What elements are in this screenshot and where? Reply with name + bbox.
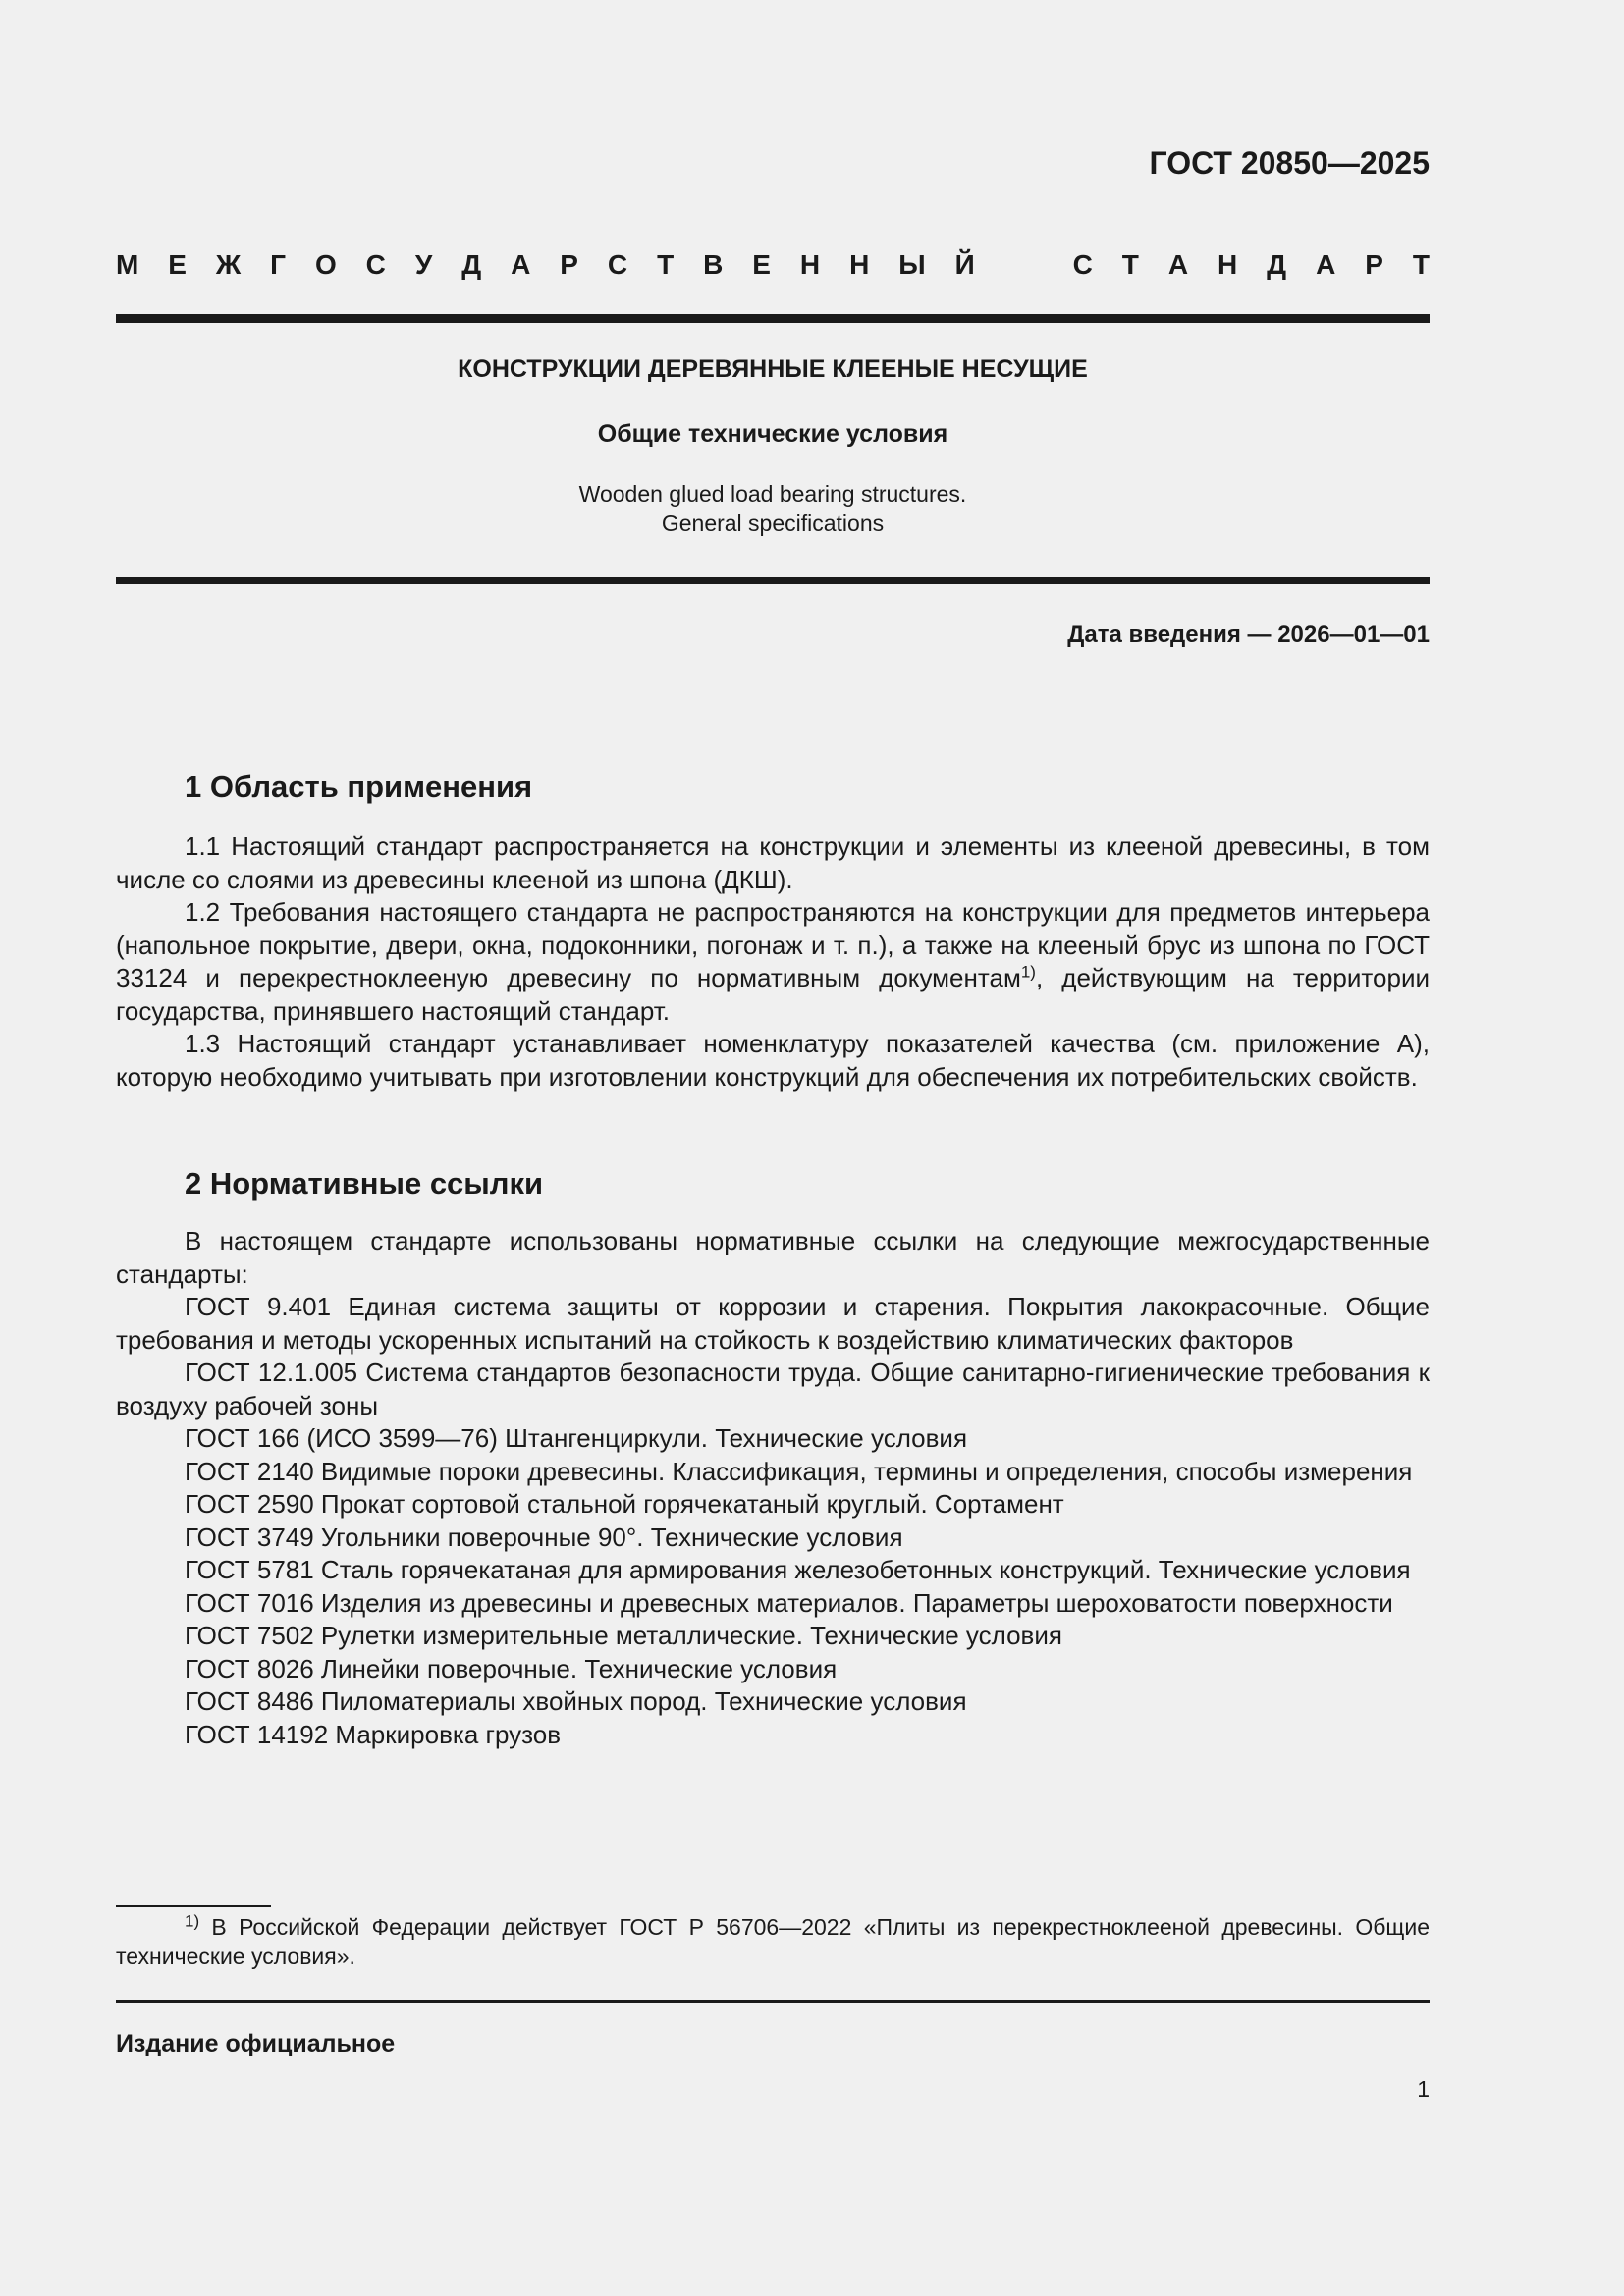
reference-item: ГОСТ 2140 Видимые пороки древесины. Классификация, термины и определения, способы измерения	[185, 1456, 1413, 1486]
reference-item: ГОСТ 14192 Маркировка грузов	[185, 1719, 562, 1749]
paragraph-1-1: 1.1 Настоящий стандарт распространяется на конструкции и элементы из клееной древесины, в том числе со слоями из древесины клееной из шпона (ДКШ).	[116, 831, 1430, 894]
reference-item: ГОСТ 8026 Линейки поверочные. Технические условия	[185, 1653, 838, 1683]
reference-item: ГОСТ 8486 Пиломатериалы хвойных пород. Технические условия	[185, 1686, 967, 1716]
footer-rule	[116, 2000, 1430, 2003]
document-title: КОНСТРУКЦИИ ДЕРЕВЯННЫЕ КЛЕЕНЫЕ НЕСУЩИЕ	[458, 355, 1088, 383]
reference-item: ГОСТ 5781 Сталь горячекатаная для армирования железобетонных конструкций. Технические условия	[185, 1555, 1411, 1584]
page-number: 1	[1417, 2076, 1430, 2102]
official-edition-label: Издание официальное	[116, 2030, 396, 2057]
paragraph-1-2-tail: , действующим на территории государства, принявшего настоящий стандарт.	[116, 963, 1430, 1026]
section-1-body	[116, 830, 1430, 1094]
reference-item: ГОСТ 7502 Рулетки измерительные металлические. Технические условия	[185, 1621, 1062, 1650]
banner-letter: В	[703, 249, 724, 280]
banner-letter: М	[116, 249, 139, 280]
paragraph-1-2-text: 1.2 Требования настоящего стандарта не распространяются на конструкции для предметов интерьера (напольное покрытие, двери, окна, подоконники, погонаж и т. п.), а также на клееный брус из шпона по ГОСТ 33124 и перекрестноклееную древесину по нормативным документам	[116, 897, 1430, 992]
banner-letter: А	[1316, 249, 1336, 280]
footnote-ref: 1)	[1020, 962, 1036, 982]
reference-item: ГОСТ 3749 Угольники поверочные 90°. Технические условия	[185, 1522, 903, 1552]
banner-letter: Д	[461, 249, 482, 280]
banner-letter: Ы	[898, 249, 926, 280]
banner-letter: Т	[657, 249, 675, 280]
document-page	[116, 0, 1430, 2296]
footnote-mark: 1)	[185, 1911, 200, 1931]
banner-letter: Д	[1267, 249, 1287, 280]
document-subtitle: Общие технические условия	[597, 420, 948, 448]
footnote-separator	[116, 1905, 271, 1907]
banner-letter: Е	[168, 249, 187, 280]
reference-item: ГОСТ 7016 Изделия из древесины и древесных материалов. Параметры шероховатости поверхности	[185, 1587, 1393, 1618]
paragraph-1-3: 1.3 Настоящий стандарт устанавливает номенклатуру показателей качества (см. приложение А), которую необходимо учитывать при изготовлении конструкций для обеспечения их потребительских свойств.	[116, 1029, 1430, 1092]
title-rule	[116, 577, 1430, 584]
paragraph-1-2	[116, 896, 1430, 1028]
introduction-date: Дата введения — 2026—01—01	[1067, 621, 1430, 648]
banner-letter: А	[1167, 249, 1189, 280]
footnote	[116, 1912, 1430, 1971]
reference-item: ГОСТ 12.1.005 Система стандартов безопасности труда. Общие санитарно-гигиенические требования к воздуху рабочей зоны	[116, 1358, 1430, 1420]
section-2-body	[116, 1225, 1430, 1751]
section-2-heading: 2 Нормативные ссылки	[185, 1166, 544, 1201]
references-intro: В настоящем стандарте использованы нормативные ссылки на следующие межгосударственные стандарты:	[116, 1226, 1430, 1289]
reference-item: ГОСТ 166 (ИСО 3599—76) Штангенциркули. Технические условия	[185, 1423, 968, 1453]
banner-gap	[1004, 249, 1044, 281]
banner-letter: Т	[1412, 249, 1430, 280]
banner-letter: Н	[849, 249, 870, 280]
reference-item: ГОСТ 2590 Прокат сортовой стальной горячекатаный круглый. Сортамент	[185, 1489, 1064, 1519]
banner-letter: Н	[1218, 249, 1238, 280]
interstate-standard-banner	[116, 249, 1430, 281]
banner-letter: О	[314, 249, 337, 280]
top-rule	[116, 314, 1430, 323]
banner-letter: С	[365, 249, 386, 280]
banner-letter: С	[607, 249, 628, 280]
banner-letter: Р	[560, 249, 578, 280]
banner-letter: Н	[799, 249, 821, 280]
banner-letter: Е	[752, 249, 771, 280]
banner-letter: Р	[1365, 249, 1383, 280]
footnote-body: В Российской Федерации действует ГОСТ Р 56706—2022 «Плиты из перекрестноклееной древесины. Общие технические условия».	[116, 1914, 1430, 1969]
references-list	[116, 1291, 1430, 1751]
reference-item: ГОСТ 9.401 Единая система защиты от коррозии и старения. Покрытия лакокрасочные. Общие требования и методы ускоренных испытаний на стойкость к воздействию климатических факторов	[116, 1292, 1430, 1355]
english-title-line-1: Wooden glued load bearing structures.	[578, 481, 967, 507]
section-1-heading: 1 Область применения	[185, 770, 533, 804]
banner-letter: Т	[1121, 249, 1139, 280]
banner-letter: Й	[954, 249, 975, 280]
english-title	[116, 479, 1430, 538]
doc-number: ГОСТ 20850—2025	[1149, 145, 1430, 181]
english-title-line-2: General specifications	[661, 510, 885, 536]
banner-letter: Ж	[215, 249, 242, 280]
banner-letter: У	[414, 249, 433, 280]
banner-letter: А	[511, 249, 531, 280]
banner-letter: Г	[270, 249, 287, 280]
banner-letter: С	[1072, 249, 1093, 280]
footnote-text	[116, 1912, 1430, 1971]
